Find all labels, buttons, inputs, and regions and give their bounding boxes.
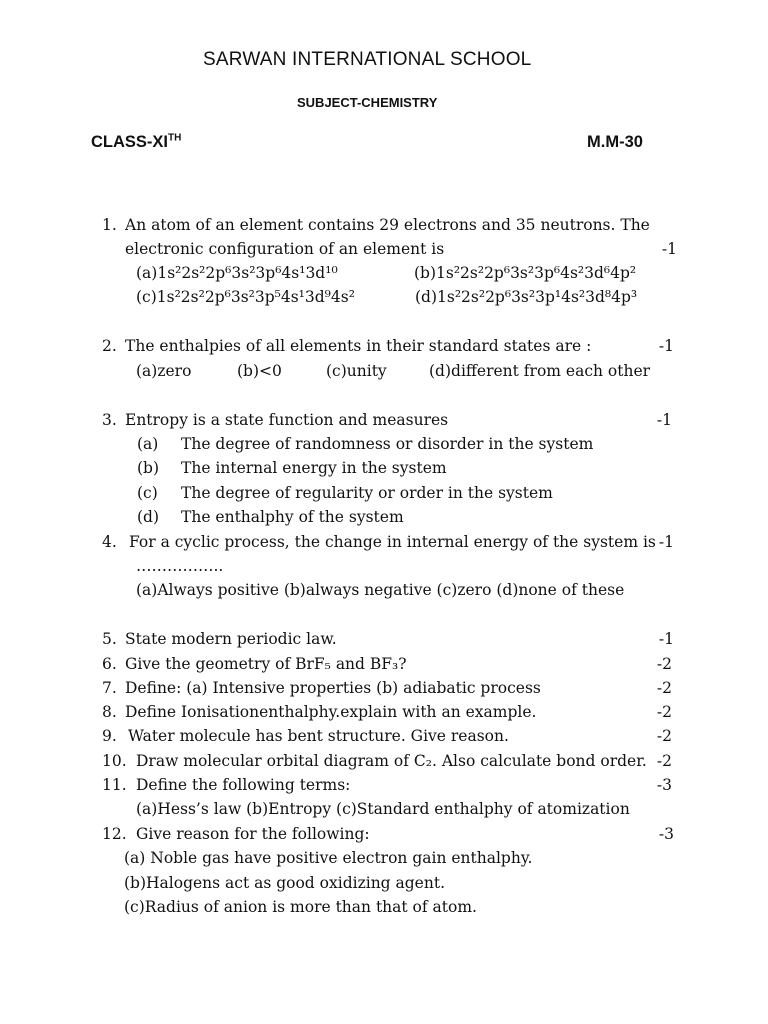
question-text-cont: electronic configuration of an element is [125,240,445,258]
question-text: Define Ionisationenthalphy.explain with an example. [125,703,537,721]
class-label [91,133,181,152]
option-c: (c)1s²2s²2p⁶3s²3p⁵4s¹3d⁹4s² [136,288,355,306]
options-line: (a)Hess’s law (b)Entropy (c)Standard enthalphy of atomization [136,800,630,818]
question-mark: -1 [656,411,672,429]
option-c: (c)Radius of anion is more than that of atom. [124,898,477,916]
question-text: State modern periodic law. [125,630,337,648]
question-number: 4. [102,533,117,551]
option-d: (d)1s²2s²2p⁶3s²3p¹4s²3d⁸4p³ [415,288,638,306]
option-text: The enthalphy of the system [181,508,404,526]
question-number: 11. [102,776,127,794]
question-number: 7. [102,679,117,697]
question-mark: -1 [658,533,674,551]
class-superscript: TH [168,132,182,144]
question-text: Water molecule has bent structure. Give reason. [128,727,509,745]
option-label: (c) [137,484,158,502]
question-text: The enthalpies of all elements in their standard states are : [125,337,592,355]
option-text: The degree of regularity or order in the system [181,484,553,502]
question-text: Define the following terms: [136,776,351,794]
option-a: (a)zero [136,362,192,380]
option-d: (d)different from each other [429,362,651,380]
question-mark: -1 [658,337,674,355]
option-a: (a) Noble gas have positive electron gain enthalphy. [124,849,533,867]
question-mark: -1 [658,630,674,648]
question-mark: -3 [658,825,674,843]
question-number: 2. [102,337,117,355]
question-mark: -2 [656,655,672,673]
option-text: The internal energy in the system [181,459,447,477]
option-label: (a) [137,435,159,453]
question-text: Draw molecular orbital diagram of C₂. Also calculate bond order. [136,752,647,770]
question-mark: -2 [656,752,672,770]
subject-title: SUBJECT-CHEMISTRY [297,95,438,110]
question-number: 5. [102,630,117,648]
options-line: (a)Always positive (b)always negative (c)zero (d)none of these [136,581,625,599]
question-text: For a cyclic process, the change in internal energy of the system is [129,533,656,551]
question-text: Define: (a) Intensive properties (b) adiabatic process [125,679,541,697]
question-text: Give the geometry of BrF₅ and BF₃? [125,655,407,673]
option-a: (a)1s²2s²2p⁶3s²3p⁶4s¹3d¹⁰ [136,264,338,282]
question-mark: -2 [656,727,672,745]
question-number: 12. [102,825,127,843]
question-number: 3. [102,411,117,429]
question-text: Entropy is a state function and measures [125,411,449,429]
option-b: (b)1s²2s²2p⁶3s²3p⁶4s²3d⁶4p² [414,264,637,282]
question-number: 1. [102,216,117,234]
class-text: CLASS-XI [91,133,169,151]
question-number: 6. [102,655,117,673]
option-text: The degree of randomness or disorder in the system [181,435,594,453]
option-c: (c)unity [326,362,387,380]
max-marks: M.M-30 [587,133,643,151]
question-number: 9. [102,727,117,745]
answer-blank: …………….. [136,557,224,575]
question-mark: -2 [656,703,672,721]
option-b: (b)Halogens act as good oxidizing agent. [124,874,445,892]
option-label: (d) [137,508,160,526]
question-text: An atom of an element contains 29 electrons and 35 neutrons. The [125,216,650,234]
question-text: Give reason for the following: [136,825,370,843]
question-mark: -3 [656,776,672,794]
school-name: SARWAN INTERNATIONAL SCHOOL [203,49,532,70]
question-number: 8. [102,703,117,721]
question-number: 10. [102,752,127,770]
option-b: (b)<0 [237,362,282,380]
question-mark: -1 [661,240,677,258]
question-mark: -2 [656,679,672,697]
option-label: (b) [137,459,160,477]
